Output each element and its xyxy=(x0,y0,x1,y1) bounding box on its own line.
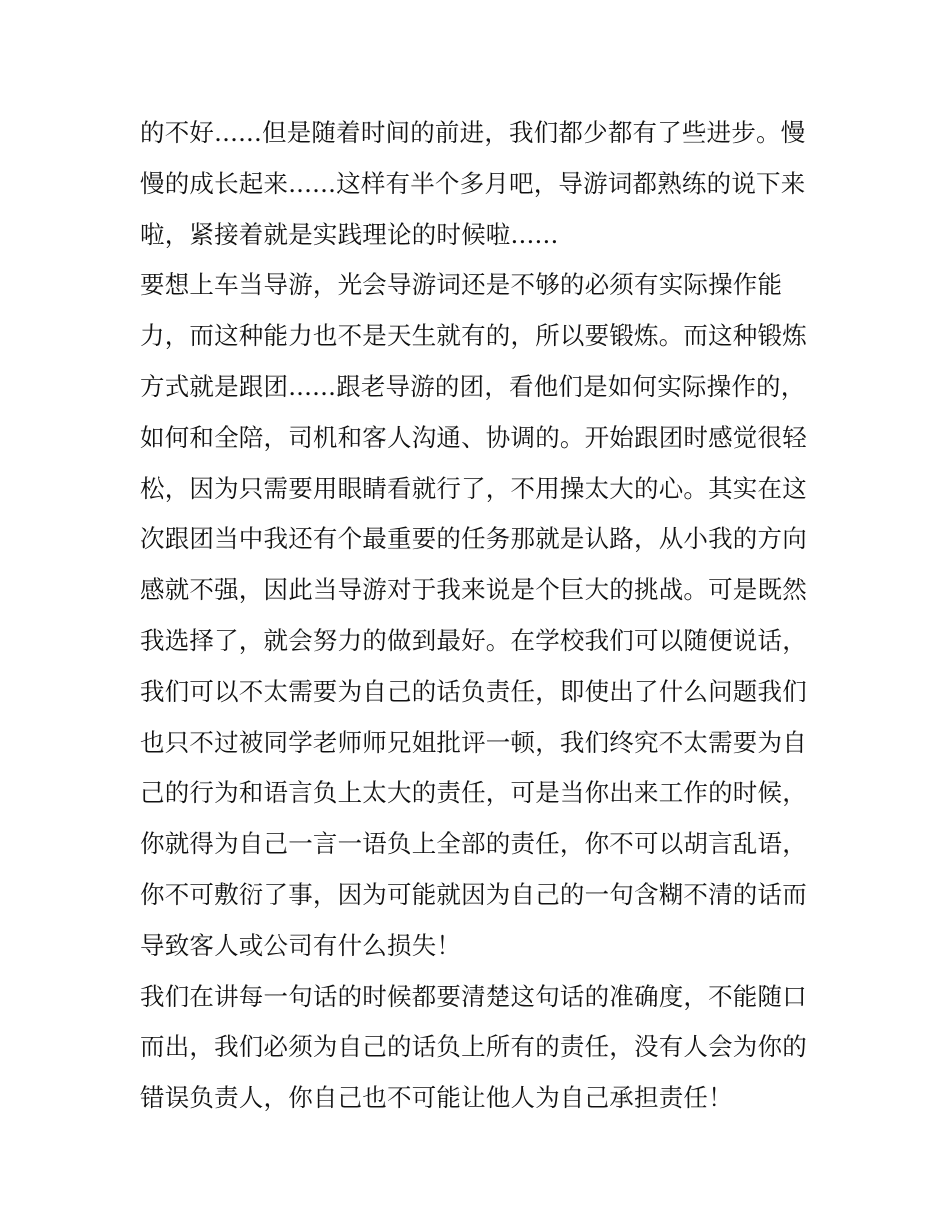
text-line: 错误负责人，你自己也不可能让他人为自己承担责任！ xyxy=(140,1083,733,1113)
text-line: 我们在讲每一句话的时候都要清楚这句话的准确度，不能随口 xyxy=(140,981,807,1011)
text-line: 如何和全陪，司机和客人沟通、协调的。开始跟团时感觉很轻 xyxy=(140,422,807,452)
text-line: 导致客人或公司有什么损失！ xyxy=(140,930,462,960)
text-line: 方式就是跟团......跟老导游的团，看他们是如何实际操作的， xyxy=(140,371,806,401)
text-line: 你不可敷衍了事，因为可能就因为自己的一句含糊不清的话而 xyxy=(140,879,807,909)
paragraph-2 xyxy=(140,260,820,971)
text-line: 也只不过被同学老师师兄姐批评一顿，我们终究不太需要为自 xyxy=(140,727,807,757)
text-line: 要想上车当导游，光会导游词还是不够的必须有实际操作能 xyxy=(140,270,783,300)
text-line: 啦，紧接着就是实践理论的时候啦...... xyxy=(140,219,559,249)
paragraph-1 xyxy=(140,108,820,260)
text-line: 而出，我们必须为自己的话负上所有的责任，没有人会为你的 xyxy=(140,1032,807,1062)
text-line: 慢的成长起来......这样有半个多月吧，导游词都熟练的说下来 xyxy=(140,168,806,198)
text-line: 感就不强，因此当导游对于我来说是个巨大的挑战。可是既然 xyxy=(140,575,807,605)
text-line: 松，因为只需要用眼睛看就行了，不用操太大的心。其实在这 xyxy=(140,473,807,503)
text-line: 我选择了，就会努力的做到最好。在学校我们可以随便说话， xyxy=(140,625,807,655)
text-line: 次跟团当中我还有个最重要的任务那就是认路，从小我的方向 xyxy=(140,524,807,554)
text-line: 我们可以不太需要为自己的话负责任，即使出了什么问题我们 xyxy=(140,676,807,706)
text-line: 的不好......但是随着时间的前进，我们都少都有了些进步。慢 xyxy=(140,118,806,147)
text-line: 力，而这种能力也不是天生就有的，所以要锻炼。而这种锻炼 xyxy=(140,321,807,351)
text-line: 你就得为自己一言一语负上全部的责任，你不可以胡言乱语， xyxy=(140,829,807,859)
paragraph-3 xyxy=(140,972,820,1124)
document-body xyxy=(140,108,820,1124)
text-line: 己的行为和语言负上太大的责任，可是当你出来工作的时候， xyxy=(140,778,807,808)
